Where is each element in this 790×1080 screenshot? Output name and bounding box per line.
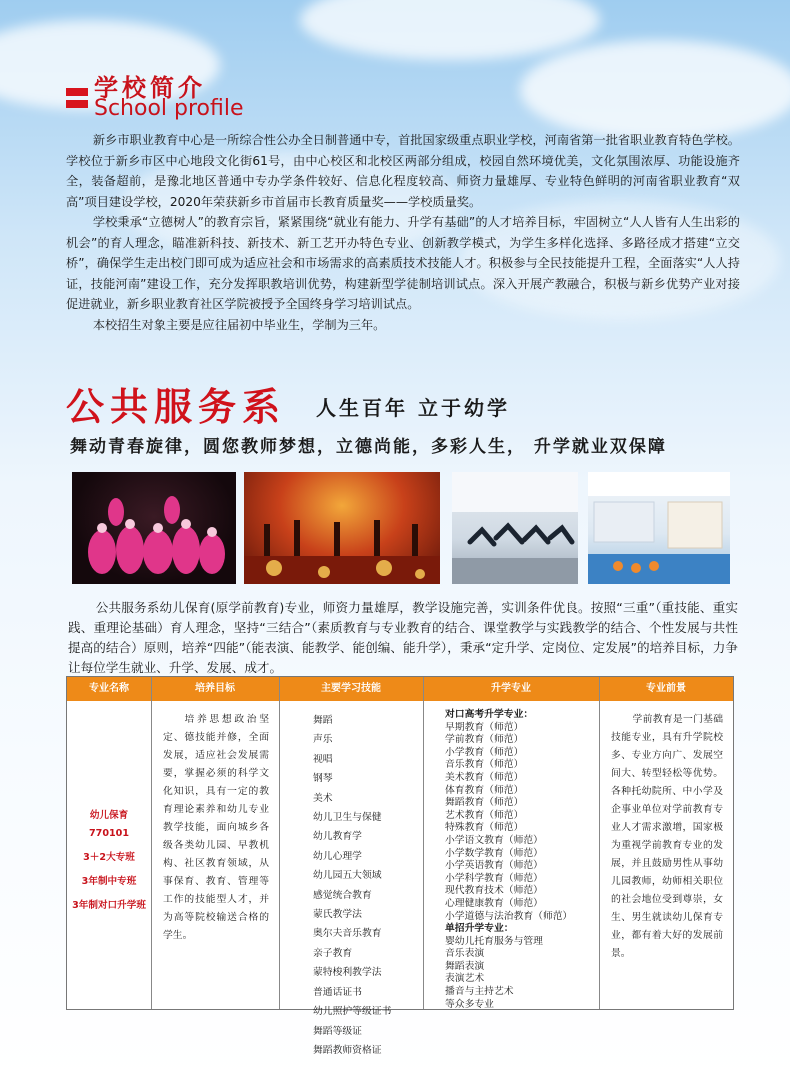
upgrade-major-item: 学前教育（师范） [445,734,524,746]
major-cell [67,807,151,915]
single-major-item: 舞蹈表演 [445,960,485,972]
dance-rehearsal-photo [452,472,578,584]
department-subtitle: 人生百年 立于幼学 [316,396,510,420]
stage-performance-photo [244,472,440,584]
title-bars-icon [66,88,88,112]
header-upgrade: 升学专业 [491,683,531,694]
upgrade-major-item: 音乐教育（师范） [445,759,524,771]
skill-item: 普通话证书 [313,986,362,998]
major-code: 770101 [88,828,130,839]
department-description [68,598,738,678]
upgrade-major-item: 特殊教育（师范） [445,822,524,834]
upgrade-major-item: 小学教育（师范） [445,746,524,758]
upgrade-major-item: 现代教育技术（师范） [445,885,543,897]
department-heading [66,376,746,429]
skill-item: 幼儿照护等级证书 [313,1006,392,1018]
header-major: 专业名称 [89,683,129,694]
upgrade-major-item: 舞蹈教育（师范） [445,797,524,809]
skills-cell [279,701,423,1060]
upgrade-major-item: 小学语文教育（师范） [445,834,543,846]
class-type: 3年制中专班 [81,876,137,887]
single-major-item: 播音与主持艺术 [445,986,514,998]
skill-item: 舞蹈等级证 [313,1025,362,1037]
skill-item: 幼儿心理学 [313,850,362,862]
upgrade-major-item: 小学道德与法治教育（师范） [445,910,573,922]
skill-item: 奥尔夫音乐教育 [313,928,382,940]
single-major-item: 婴幼儿托育服务与管理 [445,935,543,947]
skill-item: 美术 [313,792,333,804]
title-english: School profile [94,96,244,121]
skill-item: 钢琴 [313,773,333,785]
prospects-cell: 学前教育是一门基础技能专业，具有升学院校多、专业方向广、发展空间大、转型轻松等优势。各种托幼院所、中小学及企事业单位对学前教育专业人才需求激增，国家极为重视学前教育专业的发展，并且鼓励男性从事幼儿园教师，幼师相关职位的社会地位受到尊崇，女生、男生就读幼儿保育专业，都有着大好的发展前景。 [611,714,723,959]
program-table [66,676,734,1056]
school-intro [66,130,740,335]
upgrade-major-item: 艺术教育（师范） [445,809,524,821]
header-goal: 培养目标 [195,683,235,694]
upgrade-major-item: 小学科学教育（师范） [445,872,543,884]
skill-item: 舞蹈教师资格证 [313,1044,382,1056]
upgrade-major-item: 小学英语教育（师范） [445,860,543,872]
upgrade-major-item: 小学数学教育（师范） [445,847,543,859]
class-type: 3＋2大专班 [83,852,135,863]
upgrade-major-item: 心理健康教育（师范） [445,897,543,909]
skill-item: 蒙氏教学法 [313,909,362,921]
skill-item: 视唱 [313,753,333,765]
skill-item: 幼儿园五大领域 [313,870,382,882]
single-major-item: 表演艺术 [445,973,485,985]
class-type: 3年制对口升学班 [72,900,146,911]
upgrade-major-item: 早期教育（师范） [445,721,524,733]
skill-item: 声乐 [313,734,333,746]
table-header [67,677,733,701]
upgrade-cell [423,701,599,1011]
skill-item: 蒙特梭利教学法 [313,967,382,979]
department-slogan: 舞动青春旋律，圆您教师梦想，立德尚能，多彩人生， 升学就业双保障 [70,437,667,457]
upgrade-major-item: 体育教育（师范） [445,784,524,796]
intro-paragraph: 本校招生对象主要是应往届初中毕业生，学制为三年。 [92,317,386,332]
goal-cell: 培养思想政治坚定、德技能并修，全面发展，适应社会发展需要，掌握必须的科学文化知识，具有一定的教育理论素养和幼儿专业教学技能，面向城乡各级各类幼儿园、早教机构、社区教育领域，从事保育、教育、管理等工作的技能型人才，并为高等院校输送合格的学生。 [163,714,269,941]
intro-paragraph: 新乡市职业教育中心是一所综合性公办全日制普通中专，首批国家级重点职业学校，河南省第一批省职业教育特色学校。学校位于新乡市区中心地段文化街61号，由中心校区和北校区两部分组成，校园自然环境优美，文化氛围浓厚、功能设施齐全，装备超前，是豫北地区普通中专办学条件较好、信息化程度较高、师资力量雄厚、专业特色鲜明的河南省职业教育“双高”项目建设学校，2020年荣获新乡市首届市长教育质量奖——学校质量奖。 [66,133,740,209]
skill-item: 感觉统合教育 [313,889,372,901]
skill-item: 舞蹈 [313,715,333,726]
department-title: 公共服务系 [66,384,287,429]
upgrade-heading: 对口高考升学专业： [445,709,534,720]
upgrade-major-item: 美术教育（师范） [445,771,524,783]
major-name: 幼儿保育 [89,810,129,821]
kindergarten-classroom-photo [588,472,730,584]
header-prospects: 专业前景 [646,683,686,694]
dance-performance-photo [72,472,236,584]
photo-strip [72,472,730,584]
title-chinese: 学校简介 [94,73,206,102]
skill-item: 幼儿教育学 [313,831,362,843]
header-skills: 主要学习技能 [321,683,381,694]
intro-paragraph: 学校秉承“立德树人”的教育宗旨，紧紧围绕“就业有能力、升学有基础”的人才培养目标，牢固树立“人人皆有人生出彩的机会”的育人理念，瞄准新科技、新技术、新工艺开办特色专业、创新教学模式，为学生多样化选择、多路径成才搭建“立交桥”，确保学生走出校门即可成为适应社会和市场需求的高素质技术技能人才。积极参与全民技能提升工程，全面落实“人人持证，技能河南”建设工作，充分发挥职教培训优势，构建新型学徒制培训试点。深入开展产教融合，积极与新乡优势产业对接促进就业，新乡职业教育社区学院被授予全国终身学习培训试点。 [66,215,740,311]
skill-item: 亲子教育 [313,947,353,959]
skill-item: 幼儿卫生与保健 [313,812,382,824]
section-title [66,66,266,126]
description-paragraph: 公共服务系幼儿保育(原学前教育)专业，师资力量雄厚，教学设施完善，实训条件优良。按照“三重”（重技能、重实践、重理论基础）育人理念，坚持“三结合”（素质教育与专业教育的结合、课堂教学与实践教学的结合、个性发展与共性提高的结合）原则，培养“四能”（能表演、能教学、能创编、能升学），秉承“定升学、定岗位、定发展”的培养目标，力争让每位学生就业、升学、发展、成才。 [68,600,738,675]
single-major-item: 等众多专业 [445,998,494,1010]
single-heading: 单招升学专业： [445,923,514,935]
single-major-item: 音乐表演 [445,948,485,960]
